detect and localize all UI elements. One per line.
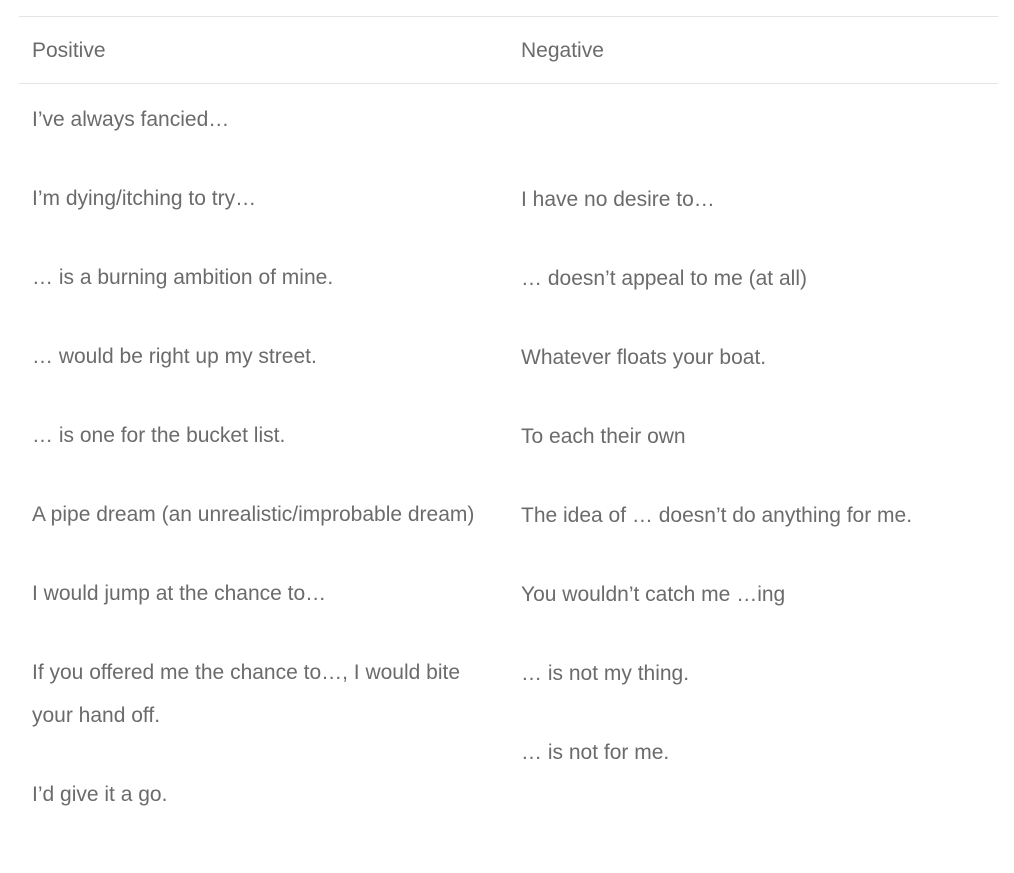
- phrases-table: [19, 16, 998, 806]
- table-header-row: [19, 16, 998, 84]
- positive-phrase: I’ve always fancied…: [32, 108, 230, 131]
- negative-phrase: To each their own: [521, 425, 686, 448]
- positive-phrase: … would be right up my street.: [32, 345, 317, 368]
- header-positive: Positive: [32, 39, 106, 62]
- negative-phrase: … is not my thing.: [521, 662, 690, 685]
- negative-phrase: [521, 84, 991, 163]
- negative-phrase: … is not for me.: [521, 741, 670, 764]
- positive-phrase: … is a burning ambition of mine.: [32, 266, 334, 289]
- positive-phrase: I would jump at the chance to…: [32, 582, 327, 605]
- negative-phrase: You wouldn’t catch me …ing: [521, 583, 786, 606]
- negative-phrase: Whatever floats your boat.: [521, 346, 767, 369]
- positive-phrase: If you offered me the chance to…, I would bite your hand off.: [32, 661, 461, 727]
- positive-phrase: I’m dying/itching to try…: [32, 187, 257, 210]
- header-negative: Negative: [521, 39, 604, 62]
- negative-phrase: The idea of … doesn’t do anything for me.: [521, 504, 913, 527]
- positive-phrase: … is one for the bucket list.: [32, 424, 286, 447]
- negative-column: [521, 84, 991, 795]
- positive-column: [32, 84, 482, 838]
- positive-phrase: A pipe dream (an unrealistic/improbable dream): [32, 503, 475, 526]
- negative-phrase: I have no desire to…: [521, 188, 715, 211]
- negative-phrase: … doesn’t appeal to me (at all): [521, 267, 807, 290]
- positive-phrase: I’d give it a go.: [32, 783, 168, 806]
